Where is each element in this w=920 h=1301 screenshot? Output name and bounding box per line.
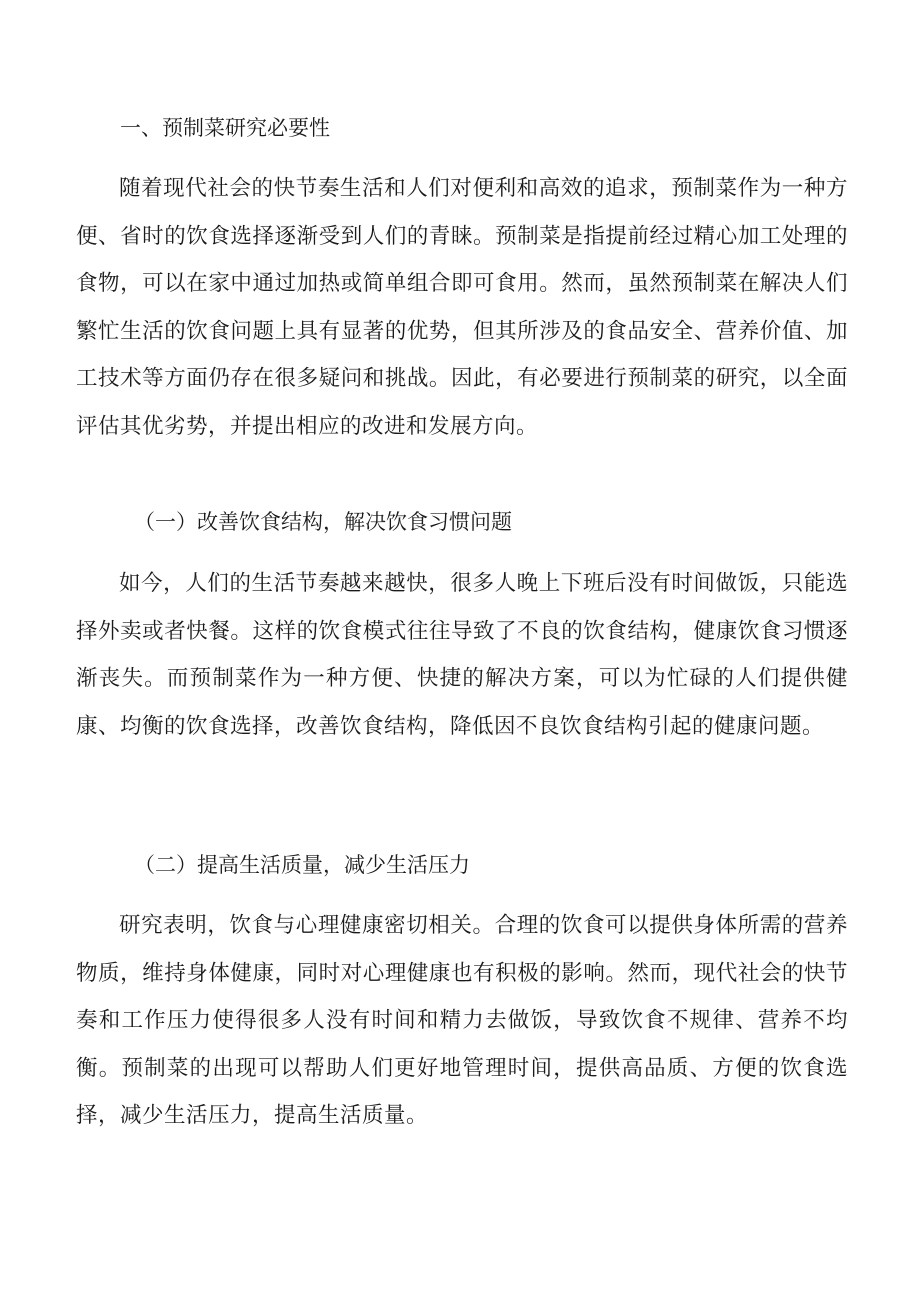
section-title: 一、预制菜研究必要性 bbox=[120, 116, 330, 140]
subsection-heading-2: （二）提高生活质量，减少生活压力 bbox=[134, 853, 470, 877]
subsection-heading-1: （一）改善饮食结构，解决饮食习惯问题 bbox=[134, 510, 512, 534]
subsection-paragraph-1: 如今，人们的生活节奏越来越快，很多人晚上下班后没有时间做饭，只能选择外卖或者快餐。这样的饮食模式往往导致了不良的饮食结构，健康饮食习惯逐渐丧失。而预制菜作为一种方便、快捷的解决方案，可以为忙碌的人们提供健康、均衡的饮食选择，改善饮食结构，降低因不良饮食结构引起的健康问题。 bbox=[76, 571, 848, 739]
intro-paragraph: 随着现代社会的快节奏生活和人们对便利和高效的追求，预制菜作为一种方便、省时的饮食选择逐渐受到人们的青睐。预制菜是指提前经过精心加工处理的食物，可以在家中通过加热或简单组合即可食用。然而，虽然预制菜在解决人们繁忙生活的饮食问题上具有显著的优势，但其所涉及的食品安全、营养价值、加工技术等方面仍存在很多疑问和挑战。因此，有必要进行预制菜的研究，以全面评估其优劣势，并提出相应的改进和发展方向。 bbox=[76, 176, 848, 439]
subsection-paragraph-2: 研究表明，饮食与心理健康密切相关。合理的饮食可以提供身体所需的营养物质，维持身体健康，同时对心理健康也有积极的影响。然而，现代社会的快节奏和工作压力使得很多人没有时间和精力去做饭，导致饮食不规律、营养不均衡。预制菜的出现可以帮助人们更好地管理时间，提供高品质、方便的饮食选择，减少生活压力，提高生活质量。 bbox=[76, 913, 848, 1128]
